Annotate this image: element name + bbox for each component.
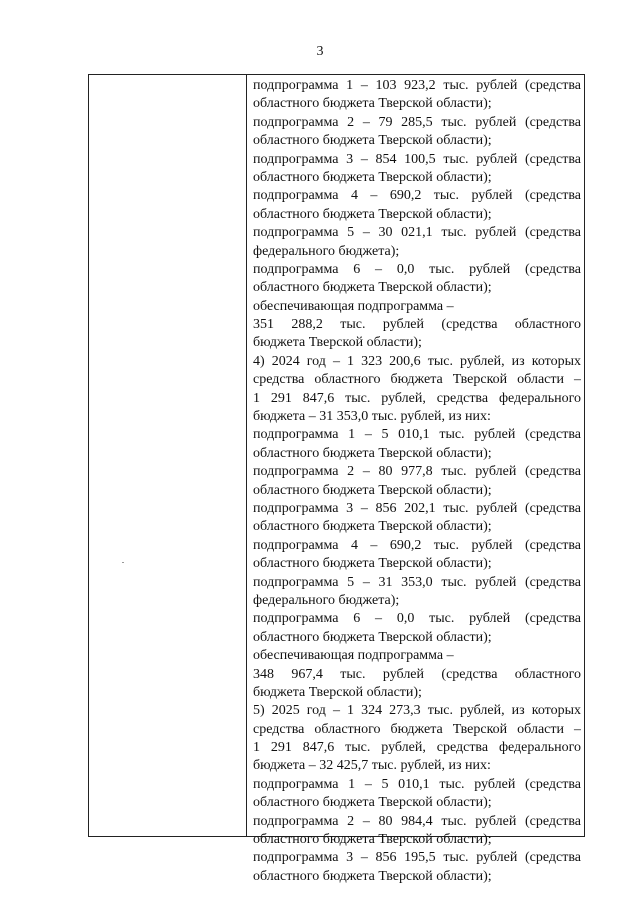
text-line: 351 288,2 тыс. рублей (средства областного (253, 317, 581, 333)
text-line: подпрограмма 6 – 0,0 тыс. рублей (средства (253, 261, 581, 277)
text-line: средства областного бюджета Тверской области – (253, 721, 581, 737)
table-left-cell (89, 75, 247, 836)
text-line: областного бюджета Тверской области); (253, 629, 492, 645)
text-line: 5) 2025 год – 1 324 273,3 тыс. рублей, из которых (253, 703, 581, 719)
text-line: областного бюджета Тверской области); (253, 133, 492, 149)
text-line: областного бюджета Тверской области); (253, 556, 492, 572)
text-line: бюджета – 32 425,7 тыс. рублей, из них: (253, 758, 491, 774)
text-line: подпрограмма 1 – 103 923,2 тыс. рублей (средства (253, 78, 581, 93)
text-line: областного бюджета Тверской области); (253, 795, 492, 811)
text-line: федерального бюджета); (253, 243, 400, 259)
text-line: бюджета – 31 353,0 тыс. рублей, из них: (253, 409, 491, 425)
text-line: 1 291 847,6 тыс. рублей, средства федерального (253, 390, 581, 406)
text-line: подпрограмма 1 – 5 010,1 тыс. рублей (средства (253, 427, 581, 443)
page-number: 3 (316, 44, 324, 59)
text-line: федерального бюджета); (253, 592, 400, 608)
text-line: областного бюджета Тверской области); (253, 519, 492, 535)
text-line: областного бюджета Тверской области); (253, 832, 492, 848)
text-line: обеспечивающая подпрограмма – (253, 648, 454, 664)
text-line: обеспечивающая подпрограмма – (253, 298, 454, 314)
text-line: подпрограмма 2 – 80 977,8 тыс. рублей (средства (253, 464, 581, 480)
text-line: бюджета Тверской области); (253, 684, 422, 700)
funding-table (88, 74, 585, 884)
text-line: 4) 2024 год – 1 323 200,6 тыс. рублей, из которых (253, 353, 581, 369)
text-line: подпрограмма 3 – 856 195,5 тыс. рублей (средства (253, 850, 581, 866)
text-line: подпрограмма 4 – 690,2 тыс. рублей (средства (253, 537, 581, 553)
text-line: областного бюджета Тверской области); (253, 482, 492, 498)
text-line: подпрограмма 3 – 856 202,1 тыс. рублей (средства (253, 500, 581, 516)
text-line: областного бюджета Тверской области); (253, 868, 492, 884)
text-line: подпрограмма 5 – 30 021,1 тыс. рублей (средства (253, 225, 581, 241)
text-line: подпрограмма 2 – 79 285,5 тыс. рублей (средства (253, 114, 581, 130)
table-right-cell (247, 75, 584, 884)
text-line: подпрограмма 5 – 31 353,0 тыс. рублей (средства (253, 574, 581, 590)
text-line: областного бюджета Тверской области); (253, 206, 492, 222)
text-line: бюджета Тверской области); (253, 335, 422, 351)
text-line: подпрограмма 3 – 854 100,5 тыс. рублей (средства (253, 151, 581, 167)
scan-speck (122, 562, 124, 563)
text-line: областного бюджета Тверской области); (253, 280, 492, 296)
text-line: областного бюджета Тверской области); (253, 445, 492, 461)
text-line: подпрограмма 2 – 80 984,4 тыс. рублей (средства (253, 813, 581, 829)
text-line: подпрограмма 1 – 5 010,1 тыс. рублей (средства (253, 776, 581, 792)
text-line: подпрограмма 4 – 690,2 тыс. рублей (средства (253, 188, 581, 204)
text-line: областного бюджета Тверской области); (253, 96, 492, 112)
text-line: 1 291 847,6 тыс. рублей, средства федерального (253, 740, 581, 756)
text-line: 348 967,4 тыс. рублей (средства областного (253, 666, 581, 682)
text-line: средства областного бюджета Тверской области – (253, 372, 581, 388)
text-line: подпрограмма 6 – 0,0 тыс. рублей (средства (253, 611, 581, 627)
text-line: областного бюджета Тверской области); (253, 169, 492, 185)
